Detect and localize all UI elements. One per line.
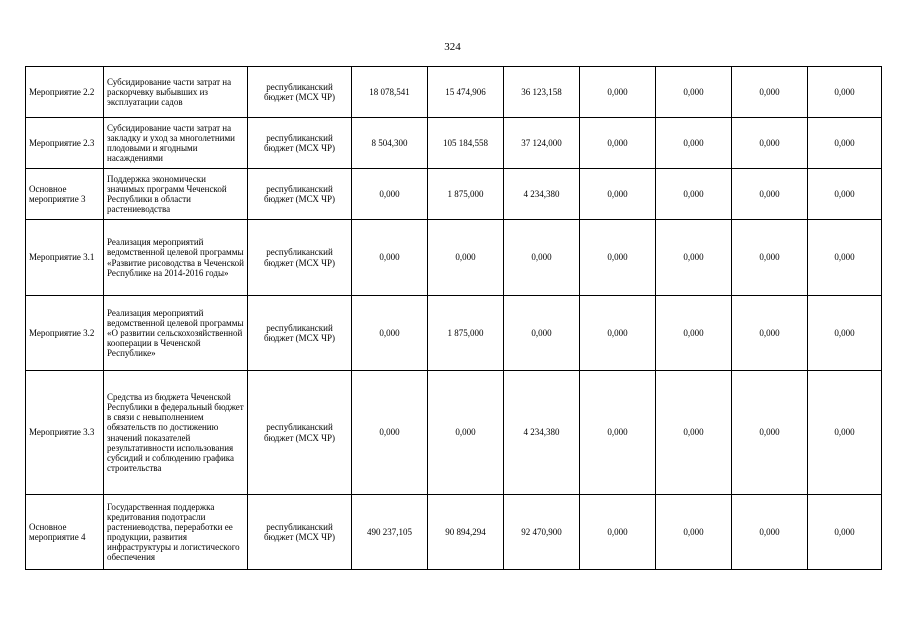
- event-name-cell: Государственная поддержка кредитования подотрасли растениеводства, переработки ее продукции, развития инфраструктуры и логистического обеспечения: [104, 495, 248, 570]
- table-row: [26, 220, 882, 296]
- event-name-cell: Реализация мероприятий ведомственной целевой программы «Развитие рисоводства в Чеченской Республике на 2014-2016 годы»: [104, 220, 248, 296]
- amount-cell: 0,000: [504, 296, 580, 371]
- event-name-cell: Поддержка экономически значимых программ Чеченской Республики в области растениеводства: [104, 169, 248, 220]
- table-row: [26, 169, 882, 220]
- table-body: [26, 67, 882, 570]
- table-row: [26, 67, 882, 118]
- amount-cell: 0,000: [428, 220, 504, 296]
- amount-cell: 4 234,380: [504, 371, 580, 495]
- amount-cell: 0,000: [808, 67, 882, 118]
- event-cell: Мероприятие 2.3: [26, 118, 104, 169]
- amount-cell: 4 234,380: [504, 169, 580, 220]
- amount-cell: 0,000: [808, 169, 882, 220]
- amount-cell: 0,000: [732, 220, 808, 296]
- event-cell: Мероприятие 2.2: [26, 67, 104, 118]
- event-cell: Мероприятие 3.2: [26, 296, 104, 371]
- amount-cell: 0,000: [808, 296, 882, 371]
- amount-cell: 0,000: [656, 220, 732, 296]
- funding-source-cell: республиканский бюджет (МСХ ЧР): [248, 220, 352, 296]
- amount-cell: 0,000: [352, 296, 428, 371]
- amount-cell: 0,000: [580, 296, 656, 371]
- table-row: [26, 371, 882, 495]
- amount-cell: 0,000: [352, 371, 428, 495]
- funding-source-cell: республиканский бюджет (МСХ ЧР): [248, 495, 352, 570]
- funding-source-cell: республиканский бюджет (МСХ ЧР): [248, 296, 352, 371]
- amount-cell: 90 894,294: [428, 495, 504, 570]
- funding-source-cell: республиканский бюджет (МСХ ЧР): [248, 371, 352, 495]
- amount-cell: 0,000: [352, 169, 428, 220]
- amount-cell: 0,000: [580, 495, 656, 570]
- event-cell: Мероприятие 3.1: [26, 220, 104, 296]
- funding-source-cell: республиканский бюджет (МСХ ЧР): [248, 169, 352, 220]
- event-name-cell: Реализация мероприятий ведомственной целевой программы «О развитии сельскохозяйственной кооперации в Чеченской Республике»: [104, 296, 248, 371]
- amount-cell: 0,000: [580, 67, 656, 118]
- table-row: [26, 296, 882, 371]
- amount-cell: 0,000: [428, 371, 504, 495]
- amount-cell: 0,000: [656, 371, 732, 495]
- amount-cell: 1 875,000: [428, 169, 504, 220]
- funding-source-cell: республиканский бюджет (МСХ ЧР): [248, 67, 352, 118]
- amount-cell: 0,000: [656, 67, 732, 118]
- amount-cell: 0,000: [580, 220, 656, 296]
- amount-cell: 0,000: [504, 220, 580, 296]
- amount-cell: 0,000: [580, 169, 656, 220]
- amount-cell: 0,000: [732, 371, 808, 495]
- event-cell: Основное мероприятие 3: [26, 169, 104, 220]
- event-name-cell: Субсидирование части затрат на закладку и уход за многолетними плодовыми и ягодными насаждениями: [104, 118, 248, 169]
- amount-cell: 0,000: [656, 495, 732, 570]
- amount-cell: 0,000: [808, 495, 882, 570]
- amount-cell: 92 470,900: [504, 495, 580, 570]
- amount-cell: 37 124,000: [504, 118, 580, 169]
- amount-cell: 0,000: [656, 296, 732, 371]
- amount-cell: 0,000: [732, 296, 808, 371]
- amount-cell: 105 184,558: [428, 118, 504, 169]
- amount-cell: 490 237,105: [352, 495, 428, 570]
- table-row: [26, 495, 882, 570]
- amount-cell: 15 474,906: [428, 67, 504, 118]
- amount-cell: 0,000: [808, 371, 882, 495]
- amount-cell: 0,000: [808, 220, 882, 296]
- amount-cell: 0,000: [732, 495, 808, 570]
- event-name-cell: Субсидирование части затрат на раскорчевку выбывших из эксплуатации садов: [104, 67, 248, 118]
- amount-cell: 18 078,541: [352, 67, 428, 118]
- event-cell: Основное мероприятие 4: [26, 495, 104, 570]
- amount-cell: 0,000: [580, 371, 656, 495]
- event-cell: Мероприятие 3.3: [26, 371, 104, 495]
- amount-cell: 0,000: [352, 220, 428, 296]
- amount-cell: 0,000: [732, 118, 808, 169]
- page-number: 324: [444, 41, 461, 53]
- amount-cell: 8 504,300: [352, 118, 428, 169]
- amount-cell: 0,000: [656, 169, 732, 220]
- amount-cell: 1 875,000: [428, 296, 504, 371]
- table-row: [26, 118, 882, 169]
- amount-cell: 0,000: [732, 169, 808, 220]
- amount-cell: 0,000: [808, 118, 882, 169]
- amount-cell: 0,000: [732, 67, 808, 118]
- event-name-cell: Средства из бюджета Чеченской Республики в федеральный бюджет в связи с невыполнением обязательств по достижению значений показателей результативности использования субсидий и соблюдению графика строительства: [104, 371, 248, 495]
- budget-table: [25, 66, 882, 570]
- amount-cell: 36 123,158: [504, 67, 580, 118]
- funding-source-cell: республиканский бюджет (МСХ ЧР): [248, 118, 352, 169]
- amount-cell: 0,000: [656, 118, 732, 169]
- amount-cell: 0,000: [580, 118, 656, 169]
